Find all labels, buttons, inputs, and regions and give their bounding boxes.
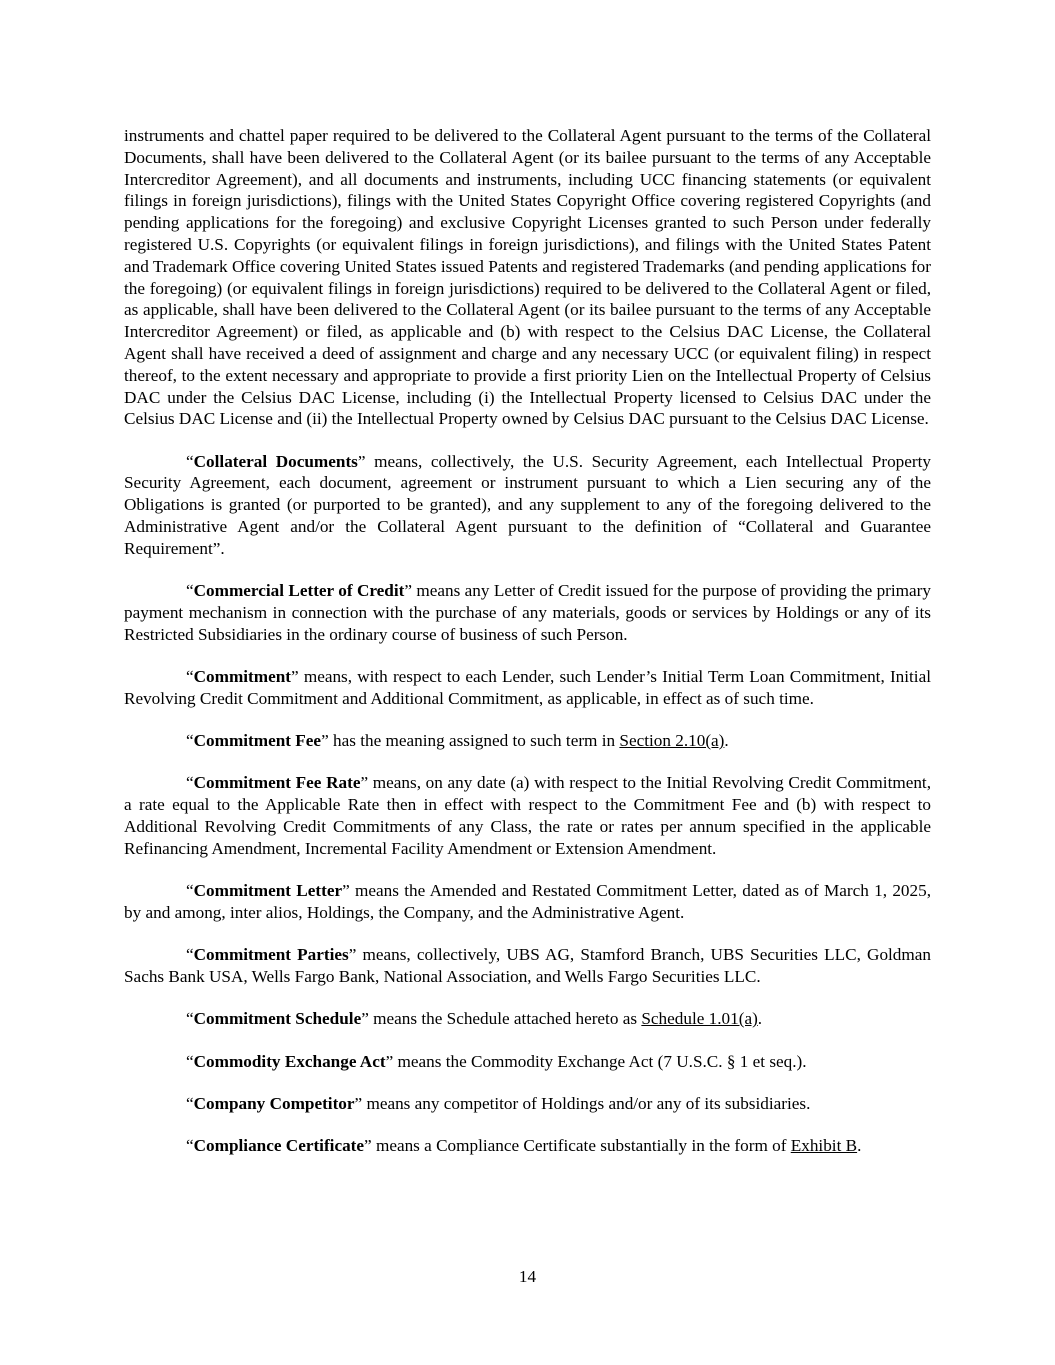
open-quote: “: [186, 1051, 194, 1071]
document-page: [124, 125, 931, 1177]
open-quote: “: [186, 945, 194, 965]
defined-term: Commitment Letter: [193, 881, 343, 901]
definition-text: ” means the Commodity Exchange Act (7 U.S.C. § 1 et seq.).: [385, 1051, 807, 1071]
continuation-paragraph: instruments and chattel paper required to be delivered to the Collateral Agent pursuant to the terms of the Collateral Documents, shall have been delivered to the Collateral Agent (or its bailee pursuant to the terms of any Acceptable Intercreditor Agreement), and all documents and instruments, including UCC financing statements (or equivalent filings in foreign jurisdictions), filings with the United States Copyright Office covering registered Copyrights (and pending applications for the foregoing) and exclusive Copyright Licenses granted to such Person under federally registered U.S. Copyrights (or equivalent filings in foreign jurisdictions), and filings with the United States Patent and Trademark Office covering United States issued Patents and registered Trademarks (and pending applications for the foregoing) (or equivalent filings in foreign jurisdictions) required to be delivered to the Collateral Agent or filed, as applicable, shall have been delivered to the Collateral Agent (or its bailee pursuant to the terms of any Acceptable Intercreditor Agreement) or filed, as applicable and (b) with respect to the Celsius DAC License, the Collateral Agent shall have received a deed of assignment and charge and any necessary UCC (or equivalent filing) in respect thereof, to the extent necessary and appropriate to provide a first priority Lien on the Intellectual Property of Celsius DAC under the Celsius DAC License, including (i) the Intellectual Property licensed to Celsius DAC under the Celsius DAC License and (ii) the Intellectual Property owned by Celsius DAC pursuant to the Celsius DAC License.: [124, 126, 931, 429]
open-quote: “: [186, 1136, 194, 1156]
open-quote: “: [186, 451, 194, 471]
open-quote: “: [186, 773, 194, 793]
defined-term: Commitment Schedule: [193, 1009, 362, 1029]
defined-term: Compliance Certificate: [193, 1136, 365, 1156]
defined-term: Commitment Parties: [193, 945, 349, 965]
definitions-list: [124, 451, 931, 1157]
open-quote: “: [186, 1009, 194, 1029]
defined-term: Commodity Exchange Act: [193, 1051, 386, 1071]
cross-reference-link[interactable]: Schedule 1.01(a): [641, 1009, 758, 1029]
definition-text: ” means, on any date (a) with respect to the Initial Revolving Credit Commitment, a rate equal to the Applicable Rate then in effect with respect to the Commitment Fee and (b) with respect to Additional Revolving Credit Commitments of any Class, the rate or rates per annum specified in the applicable Refinancing Amendment, Incremental Facility Amendment or Extension Amendment.: [124, 773, 932, 858]
defined-term: Commercial Letter of Credit: [193, 581, 405, 601]
definition-paragraph: [124, 1051, 931, 1073]
open-quote: “: [186, 581, 194, 601]
definition-paragraph: [124, 666, 931, 710]
definition-paragraph: [124, 1008, 931, 1030]
page-number: 14: [518, 1267, 537, 1286]
defined-term: Commitment Fee: [193, 731, 322, 751]
definition-text: ” means any Letter of Credit issued for the purpose of providing the primary payment mechanism in connection with the purchase of any materials, goods or services by Holdings or any of its Restricted Subsidiaries in the ordinary course of business of such Person.: [124, 581, 931, 644]
definition-text: ” means, with respect to each Lender, such Lender’s Initial Term Loan Commitment, Initial Revolving Credit Commitment and Additional Commitment, as applicable, in effect as of such time.: [124, 667, 931, 708]
definition-text: ” means a Compliance Certificate substantially in the form of: [364, 1136, 791, 1156]
open-quote: “: [186, 667, 194, 687]
definition-paragraph: [124, 1135, 931, 1157]
definition-paragraph: [124, 944, 931, 988]
definition-paragraph: [124, 1093, 931, 1115]
defined-term: Commitment: [193, 667, 292, 687]
cross-reference-link[interactable]: Exhibit B: [790, 1136, 858, 1156]
open-quote: “: [186, 731, 194, 751]
definition-text: ” means the Schedule attached hereto as: [361, 1009, 642, 1029]
defined-term: Company Competitor: [193, 1093, 355, 1113]
definition-text: ” has the meaning assigned to such term in: [321, 731, 620, 751]
defined-term: Commitment Fee Rate: [193, 773, 361, 793]
definition-text: ” means, collectively, UBS AG, Stamford Branch, UBS Securities LLC, Goldman Sachs Bank USA, Wells Fargo Bank, National Association, and Wells Fargo Securities LLC.: [124, 945, 931, 986]
definition-paragraph: [124, 880, 931, 924]
open-quote: “: [186, 881, 194, 901]
definition-paragraph: [124, 772, 931, 859]
definition-tail: .: [724, 731, 729, 751]
definition-tail: .: [857, 1136, 862, 1156]
open-quote: “: [186, 1093, 194, 1113]
definition-tail: .: [757, 1009, 763, 1029]
definition-paragraph: [124, 451, 931, 560]
definition-text: ” means, collectively, the U.S. Security Agreement, each Intellectual Property Security Agreement, each document, agreement or instrument pursuant to which a Lien securing any of the Obligations is granted (or purported to be granted), and any supplement to any of the foregoing delivered to the Administrative Agent and/or the Collateral Agent pursuant to the definition of “Collateral and Guarantee Requirement”.: [124, 451, 931, 558]
definition-paragraph: [124, 580, 931, 645]
cross-reference-link[interactable]: Section 2.10(a): [619, 731, 725, 751]
defined-term: Collateral Documents: [193, 451, 358, 471]
definition-text: ” means any competitor of Holdings and/or any of its subsidiaries.: [354, 1093, 811, 1113]
definition-paragraph: [124, 730, 931, 752]
definition-text: ” means the Amended and Restated Commitment Letter, dated as of March 1, 2025, by and among, inter alios, Holdings, the Company, and the Administrative Agent.: [124, 881, 931, 922]
